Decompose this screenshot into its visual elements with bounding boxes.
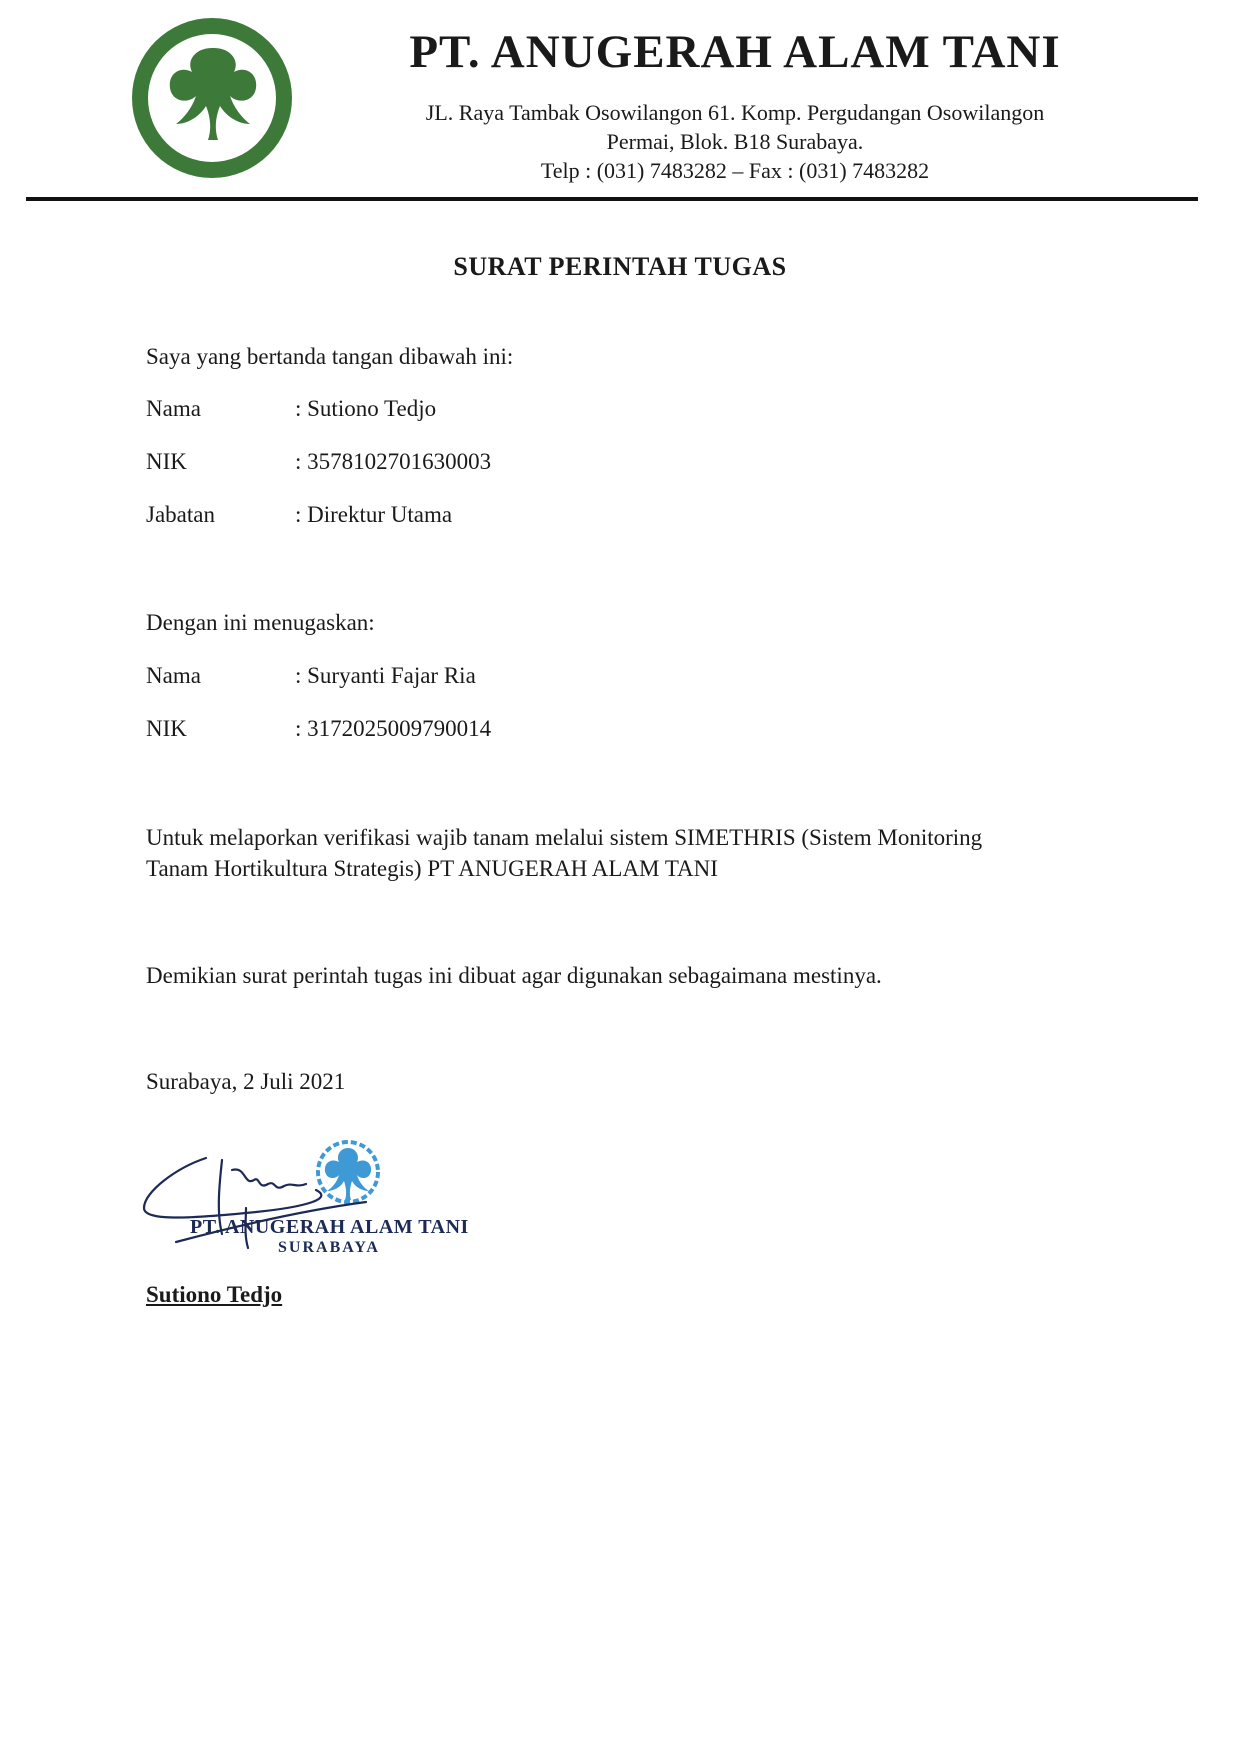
stamp-city-text: SURABAYA xyxy=(278,1239,380,1256)
contact-line: Telp : (031) 7483282 – Fax : (031) 7483282 xyxy=(540,158,930,183)
letterhead-divider xyxy=(26,197,1198,201)
assignee-nik-value: : 3172025009790014 xyxy=(295,716,492,741)
signer-name: Sutiono Tedjo xyxy=(146,1282,283,1307)
assignee-name-value: : Suryanti Fajar Ria xyxy=(295,663,476,688)
company-address xyxy=(330,98,1140,185)
signatory-position-label: Jabatan xyxy=(146,502,215,527)
address-line-1: JL. Raya Tambak Osowilangon 61. Komp. Pergudangan Osowilangon xyxy=(425,100,1045,125)
signatory-name-value: : Sutiono Tedjo xyxy=(295,396,437,421)
purpose-line-1: Untuk melaporkan verifikasi wajib tanam melalui sistem SIMETHRIS (Sistem Monitoring xyxy=(146,825,983,850)
assignee-name-label: Nama xyxy=(146,663,201,688)
company-name: PT. ANUGERAH ALAM TANI xyxy=(409,26,1061,78)
signatory-name-label: Nama xyxy=(146,396,201,421)
assign-intro-text: Dengan ini menugaskan: xyxy=(146,610,375,635)
purpose-paragraph xyxy=(146,822,1086,884)
company-logo xyxy=(126,12,298,184)
signatory-position-value: : Direktur Utama xyxy=(295,502,453,527)
address-line-2: Permai, Blok. B18 Surabaya. xyxy=(606,129,864,154)
signatory-nik-label: NIK xyxy=(146,449,187,474)
signatory-nik-value: : 3578102701630003 xyxy=(295,449,492,474)
stamp-logo-icon xyxy=(318,1142,378,1202)
document-title: SURAT PERINTAH TUGAS xyxy=(453,252,787,281)
stamp-company-text: PT. ANUGERAH ALAM TANI xyxy=(190,1216,469,1238)
place-date: Surabaya, 2 Juli 2021 xyxy=(146,1069,346,1094)
intro-text: Saya yang bertanda tangan dibawah ini: xyxy=(146,344,514,369)
assignee-nik-label: NIK xyxy=(146,716,187,741)
closing-text: Demikian surat perintah tugas ini dibuat agar digunakan sebagaimana mestinya. xyxy=(146,963,882,988)
purpose-line-2: Tanam Hortikultura Strategis) PT ANUGERAH ALAM TANI xyxy=(146,856,718,881)
